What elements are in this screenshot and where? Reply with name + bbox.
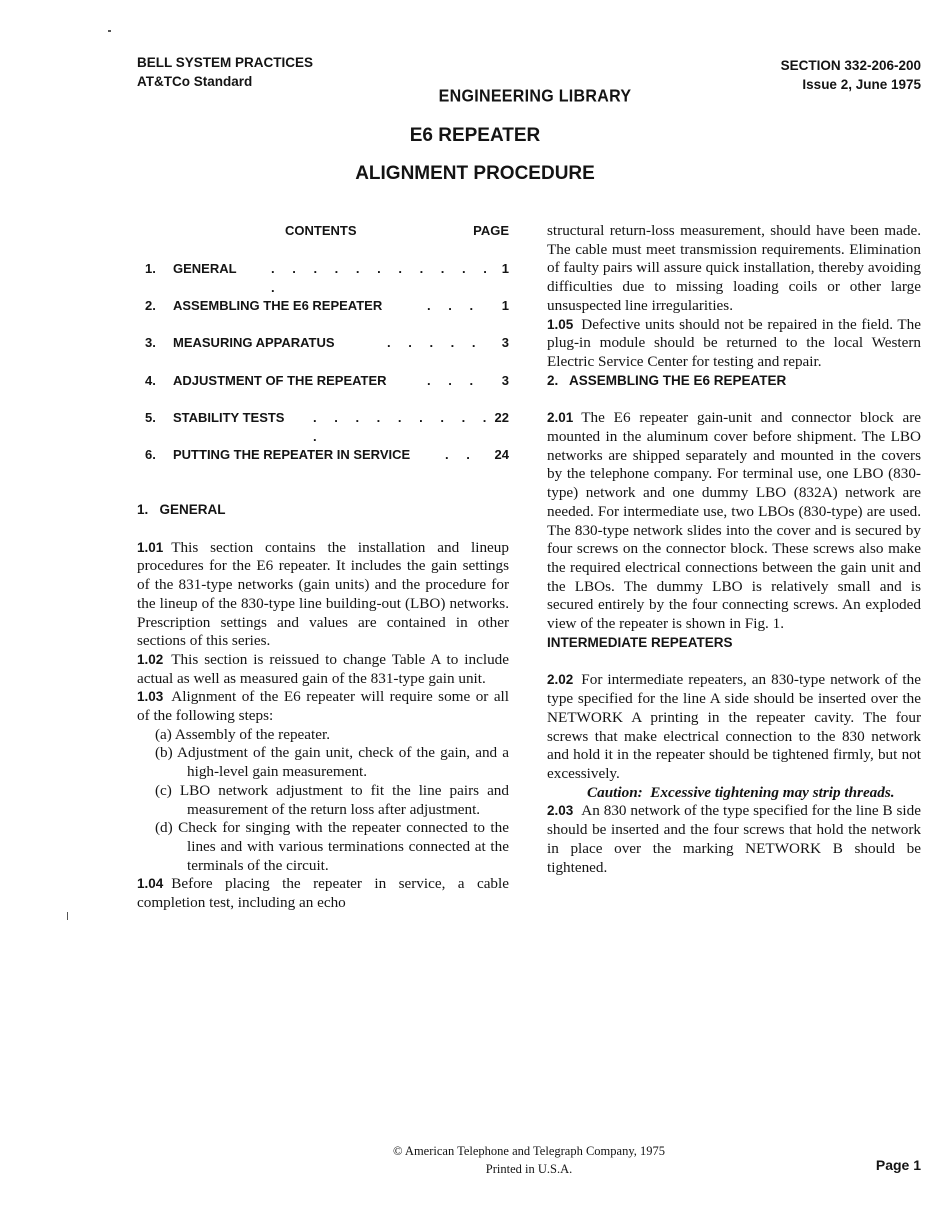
step-b: (b) Adjustment of the gain unit, check of the gain, and a high-level gain measurement.	[155, 744, 509, 781]
issue-date: Issue 2, June 1975	[802, 77, 921, 92]
paragraph-1-04-continued: structural return-loss measurement, should have been made. The cable must meet transmission requirements. Elimination of faulty pairs will assure quick installation, thereby avoiding difficulties due to missing loading coils or other large unsuspected line irregularities.	[547, 222, 921, 314]
document-subtitle: ALIGNMENT PROCEDURE	[355, 163, 595, 184]
printed-notice: Printed in U.S.A.	[485, 1162, 573, 1176]
section-number: SECTION 332-206-200	[780, 58, 921, 73]
paragraph-1-04: 1.04 Before placing the repeater in service, a cable completion test, including an echo	[137, 875, 509, 912]
standard-label: AT&TCo Standard	[137, 74, 253, 89]
paragraph-1-02: 1.02 This section is reissued to change Table A to include actual as well as measured gain of the 831-type gain unit.	[137, 650, 509, 687]
copyright-notice: © American Telephone and Telegraph Company, 1975	[392, 1144, 666, 1158]
toc-item-measuring: 3. MEASURING APPARATUS . . . . . 3	[145, 335, 509, 350]
left-column	[137, 222, 509, 913]
paragraph-1-03: 1.03 Alignment of the E6 repeater will require some or all of the following steps:	[137, 688, 509, 725]
step-d: (d) Check for singing with the repeater connected to the lines and with various terminations connected at the terminals of the circuit.	[155, 819, 509, 874]
scan-speck	[67, 912, 68, 920]
publication-name: BELL SYSTEM PRACTICES	[137, 55, 314, 70]
step-a: (a) Assembly of the repeater.	[155, 725, 331, 743]
page-number: Page 1	[875, 1157, 921, 1173]
section-2-heading: 2. ASSEMBLING THE E6 REPEATER	[547, 372, 787, 388]
scan-speck	[108, 30, 111, 32]
toc-item-adjustment: 4. ADJUSTMENT OF THE REPEATER . . . 3	[145, 373, 509, 388]
right-column	[547, 222, 921, 877]
document-title: E6 REPEATER	[409, 125, 541, 146]
step-c: (c) LBO network adjustment to fit the line pairs and measurement of the return loss after adjustment.	[155, 781, 509, 818]
caution-note: Caution: Excessive tightening may strip threads.	[587, 783, 895, 801]
contents-heading: CONTENTS	[285, 223, 357, 238]
contents-table	[137, 222, 509, 487]
intermediate-repeaters-heading: INTERMEDIATE REPEATERS	[547, 634, 733, 650]
toc-item-assembling: 2. ASSEMBLING THE E6 REPEATER . . . 1	[145, 298, 509, 313]
section-1-heading: 1. GENERAL	[137, 502, 226, 517]
toc-item-general: 1. GENERAL . . . . . . . . . . . . 1	[145, 261, 509, 295]
paragraph-2-03: 2.03 An 830 network of the type specified for the line B side should be inserted and the four screws that hold the network in place over the marking NETWORK B should be tightened.	[547, 802, 921, 876]
paragraph-2-02: 2.02 For intermediate repeaters, an 830-type network of the type specified for the line A side should be inserted over the NETWORK A printing in the repeater cavity. The four screws that make electrical connection to the 830 network and hold it in the repeater should be tightened firmly, but not excessively.	[547, 671, 921, 782]
footer-center	[0, 1142, 950, 1178]
paragraph-1-01: 1.01 This section contains the installation and lineup procedures for the E6 repeater. It includes the gain settings of the 831-type networks (gain units) and the procedure for the lineup of the 830-type line building-out (LBO) networks. Prescription settings and values are contained in other sections of this series.	[137, 538, 509, 650]
paragraph-2-01: 2.01 The E6 repeater gain-unit and connector block are mounted in the aluminum cover before shipment. The LBO networks are shipped separately and mounted in the covers by the telephone company. For terminal use, one LBO (830-type) network and one dummy LBO (832A) network are needed. For intermediate use, two LBOs (830-type) are used. The 830-type network slides into the cover and is secured by four screws on the connector block. These screws also make the required electrical connections between the gain unit and the LBOs. The dummy LBO is relatively small and is secured entirely by the four connecting screws. An exploded view of the repeater is shown in Fig. 1.	[547, 409, 921, 633]
paragraph-1-05: 1.05 Defective units should not be repaired in the field. The plug-in module should be returned to the local Western Electric Service Center for testing and repair.	[547, 315, 921, 370]
library-stamp: ENGINEERING LIBRARY	[438, 87, 632, 106]
page-heading: PAGE	[473, 223, 509, 238]
toc-item-stability: 5. STABILITY TESTS . . . . . . . . . . 22	[145, 410, 509, 444]
toc-item-service: 6. PUTTING THE REPEATER IN SERVICE . . 24	[145, 447, 509, 462]
header-left	[137, 53, 313, 91]
